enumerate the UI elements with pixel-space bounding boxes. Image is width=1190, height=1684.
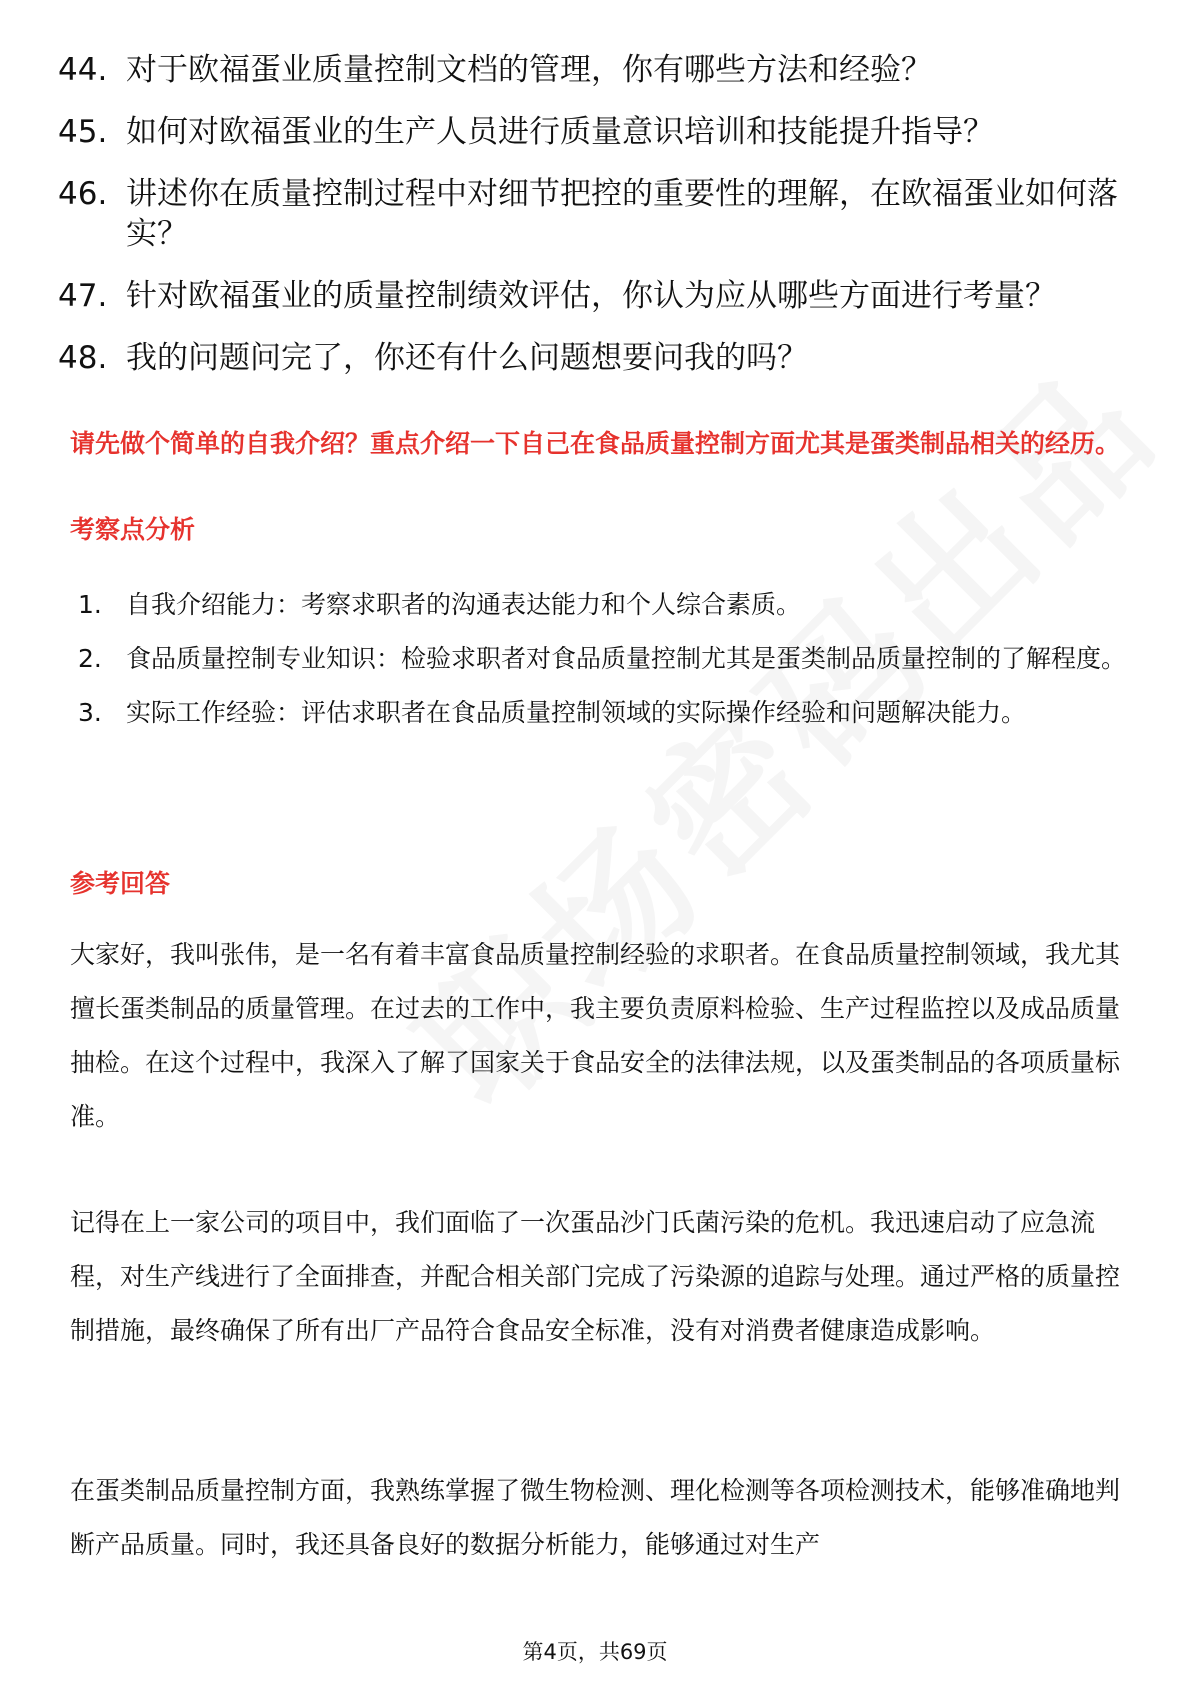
question-number: 46.: [58, 176, 108, 212]
question-number: 47.: [58, 278, 108, 314]
answer-paragraph: 在蛋类制品质量控制方面，我熟练掌握了微生物检测、理化检测等各项检测技术，能够准确地判断产品质量。同时，我还具备良好的数据分析能力，能够通过对生产: [70, 1476, 1121, 1559]
question-list: [58, 50, 1138, 400]
question-number: 45.: [58, 114, 108, 150]
list-item: [78, 686, 1138, 740]
question-text: 讲述你在质量控制过程中对细节把控的重要性的理解，在欧福蛋业如何落实？: [126, 176, 1118, 252]
question-number: 48.: [58, 340, 108, 376]
list-item: [58, 112, 1138, 152]
answer-paragraph: 大家好，我叫张伟，是一名有着丰富食品质量控制经验的求职者。在食品质量控制领域，我尤其擅长蛋类制品的质量管理。在过去的工作中，我主要负责原料检验、生产过程监控以及成品质量抽检。在这个过程中，我深入了解了国家关于食品安全的法律法规，以及蛋类制品的各项质量标准。: [70, 940, 1121, 1131]
analysis-number: 3.: [78, 698, 102, 727]
question-text: 如何对欧福蛋业的生产人员进行质量意识培训和技能提升指导？: [126, 114, 994, 150]
list-item: [78, 578, 1138, 632]
page-footer: 第4页，共69页: [522, 1640, 668, 1664]
analysis-number: 1.: [78, 590, 102, 619]
question-text: 对于欧福蛋业质量控制文档的管理，你有哪些方法和经验？: [126, 52, 932, 88]
analysis-text: 食品质量控制专业知识：检验求职者对食品质量控制尤其是蛋类制品质量控制的了解程度。: [126, 644, 1127, 673]
question-number: 44.: [58, 52, 108, 88]
list-item: [58, 50, 1138, 90]
analysis-text: 实际工作经验：评估求职者在食品质量控制领域的实际操作经验和问题解决能力。: [126, 698, 1027, 727]
analysis-text: 自我介绍能力：考察求职者的沟通表达能力和个人综合素质。: [126, 590, 802, 619]
analysis-list: [78, 578, 1138, 740]
list-item: [58, 174, 1138, 254]
list-item: [58, 276, 1138, 316]
question-text: 针对欧福蛋业的质量控制绩效评估，你认为应从哪些方面进行考量？: [126, 278, 1056, 314]
analysis-number: 2.: [78, 644, 102, 673]
analysis-heading: 考察点分析: [70, 515, 196, 544]
main-question-heading: 请先做个简单的自我介绍？重点介绍一下自己在食品质量控制方面尤其是蛋类制品相关的经历。: [70, 429, 1121, 458]
list-item: [78, 632, 1138, 686]
answer-heading: 参考回答: [70, 869, 171, 898]
question-text: 我的问题问完了，你还有什么问题想要问我的吗？: [126, 340, 808, 376]
answer-paragraph: 记得在上一家公司的项目中，我们面临了一次蛋品沙门氏菌污染的危机。我迅速启动了应急流程，对生产线进行了全面排查，并配合相关部门完成了污染源的追踪与处理。通过严格的质量控制措施，最终确保了所有出厂产品符合食品安全标准，没有对消费者健康造成影响。: [70, 1208, 1121, 1345]
list-item: [58, 338, 1138, 378]
